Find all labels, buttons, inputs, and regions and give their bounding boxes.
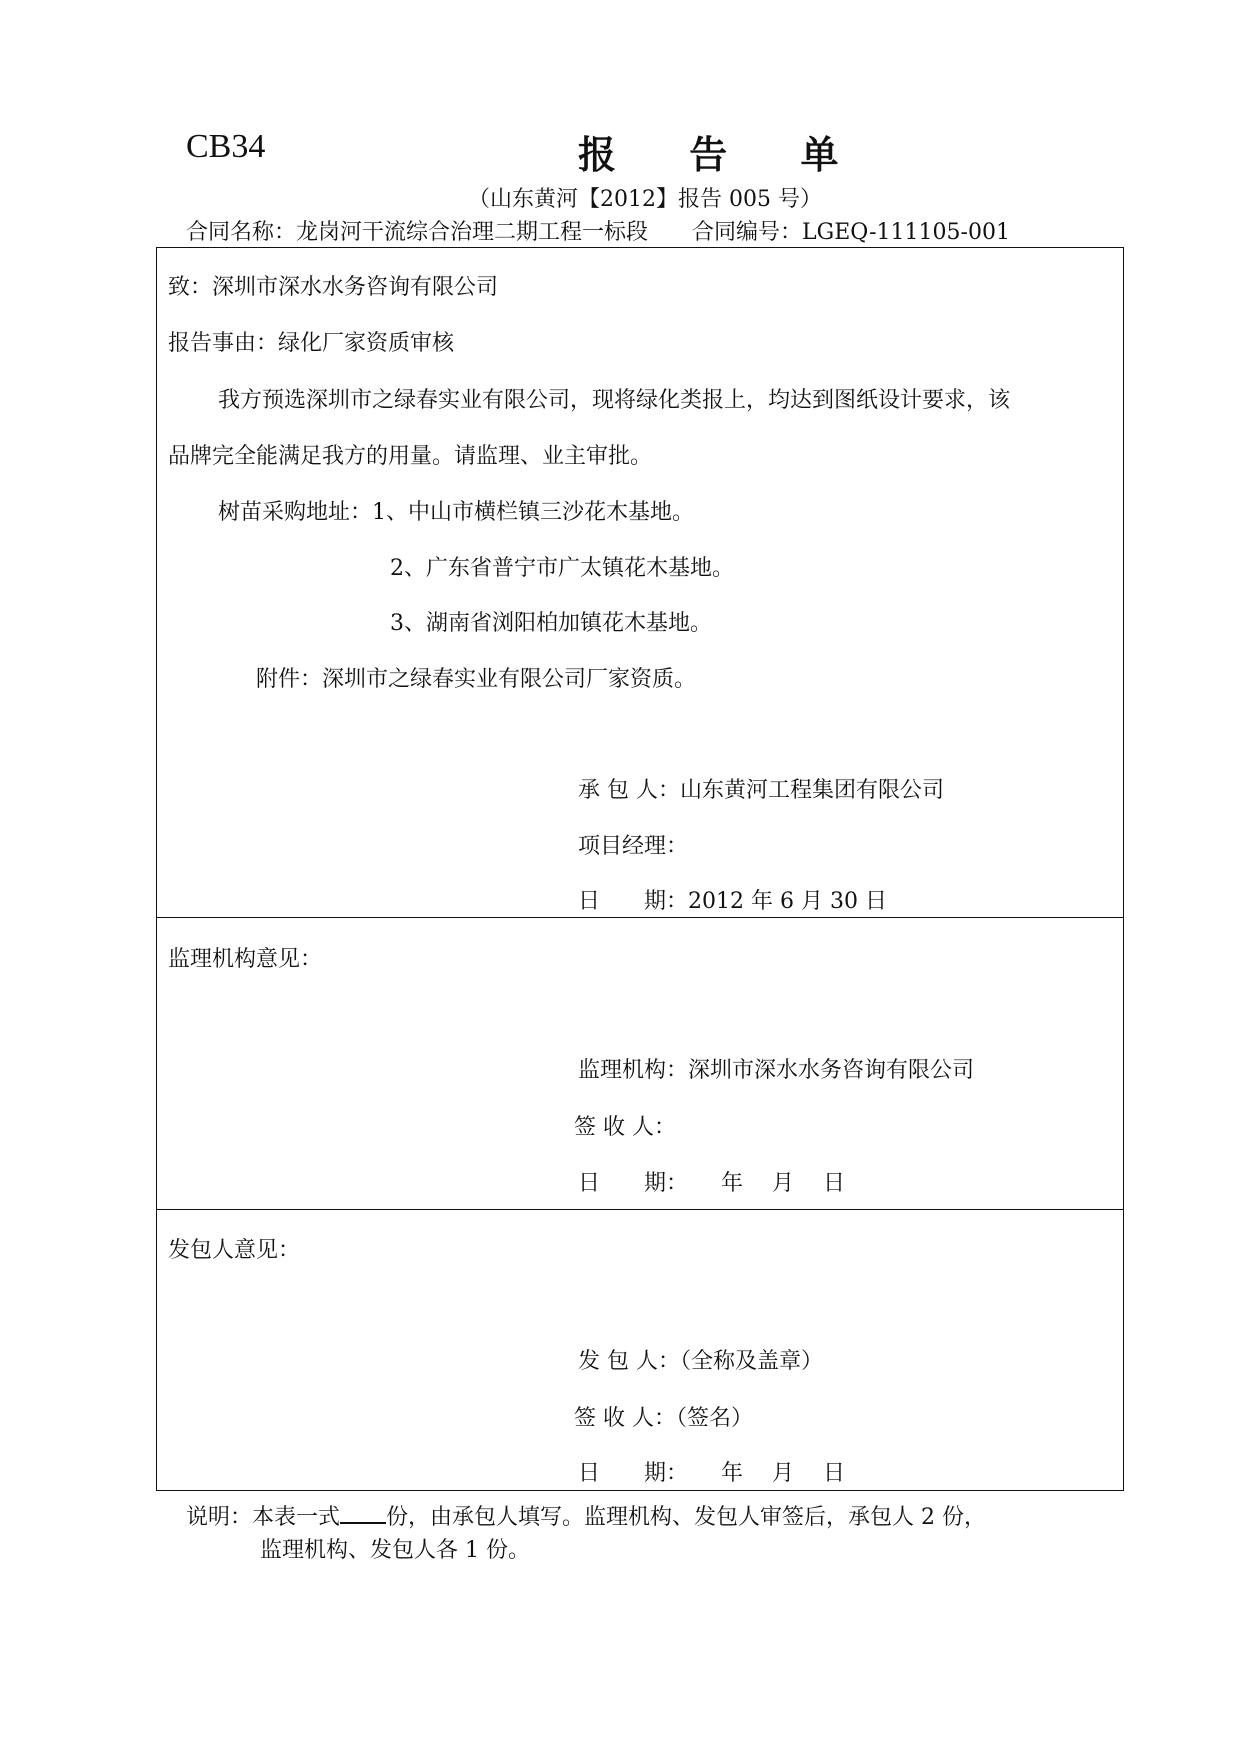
contract-number: 合同编号：LGEQ-111105-001 bbox=[692, 220, 1010, 245]
supervisor-receiver-line: 签 收 人： bbox=[574, 1115, 676, 1140]
employer-receiver-line: 签 收 人：（签名） bbox=[574, 1406, 753, 1431]
contract-name: 合同名称：龙岗河干流综合治理二期工程一标段 bbox=[186, 220, 649, 245]
copies-blank bbox=[340, 1504, 386, 1524]
employer-opinion-heading: 发包人意见： bbox=[168, 1238, 301, 1263]
form-code: CB34 bbox=[186, 128, 266, 165]
report-body-line-2: 品牌完全能满足我方的用量。请监理、业主审批。 bbox=[168, 444, 653, 469]
employer-line: 发 包 人：（全称及盖章） bbox=[578, 1349, 823, 1374]
section-divider-1 bbox=[156, 917, 1124, 918]
footnote-line-1 bbox=[186, 1500, 986, 1531]
project-manager-line: 项目经理： bbox=[578, 834, 689, 859]
supervisor-date-line: 日 期： 年 月 日 bbox=[578, 1171, 845, 1196]
contract-info bbox=[186, 215, 1010, 246]
supervisor-agency-line: 监理机构：深圳市深水水务咨询有限公司 bbox=[578, 1058, 975, 1083]
attachment-line: 附件：深圳市之绿春实业有限公司厂家资质。 bbox=[256, 667, 697, 692]
footnote-part-2: 份，由承包人填写。监理机构、发包人审签后，承包人 2 份， bbox=[386, 1505, 987, 1530]
footnote-part-1: 说明：本表一式 bbox=[186, 1505, 341, 1530]
nursery-address-1: 树苗采购地址：1、中山市横栏镇三沙花木基地。 bbox=[218, 500, 694, 525]
page-title: 报 告 单 bbox=[578, 132, 869, 177]
report-number: （山东黄河【2012】报告 005 号） bbox=[468, 187, 822, 212]
footnote-line-2: 监理机构、发包人各 1 份。 bbox=[260, 1538, 530, 1563]
report-form-table bbox=[156, 247, 1124, 1491]
nursery-address-3: 3、湖南省浏阳柏加镇花木基地。 bbox=[390, 611, 712, 636]
report-body-line-1: 我方预选深圳市之绿春实业有限公司，现将绿化类报上，均达到图纸设计要求，该 bbox=[218, 388, 1011, 413]
section-divider-2 bbox=[156, 1209, 1124, 1210]
contractor-line: 承 包 人：山东黄河工程集团有限公司 bbox=[578, 778, 944, 803]
report-reason: 报告事由：绿化厂家资质审核 bbox=[168, 331, 455, 356]
supervisor-opinion-heading: 监理机构意见： bbox=[168, 947, 323, 972]
recipient-line: 致：深圳市深水水务咨询有限公司 bbox=[168, 275, 499, 300]
employer-date-line: 日 期： 年 月 日 bbox=[578, 1461, 845, 1486]
nursery-address-2: 2、广东省普宁市广太镇花木基地。 bbox=[390, 556, 734, 581]
contractor-date-line: 日 期：2012 年 6 月 30 日 bbox=[578, 889, 887, 914]
